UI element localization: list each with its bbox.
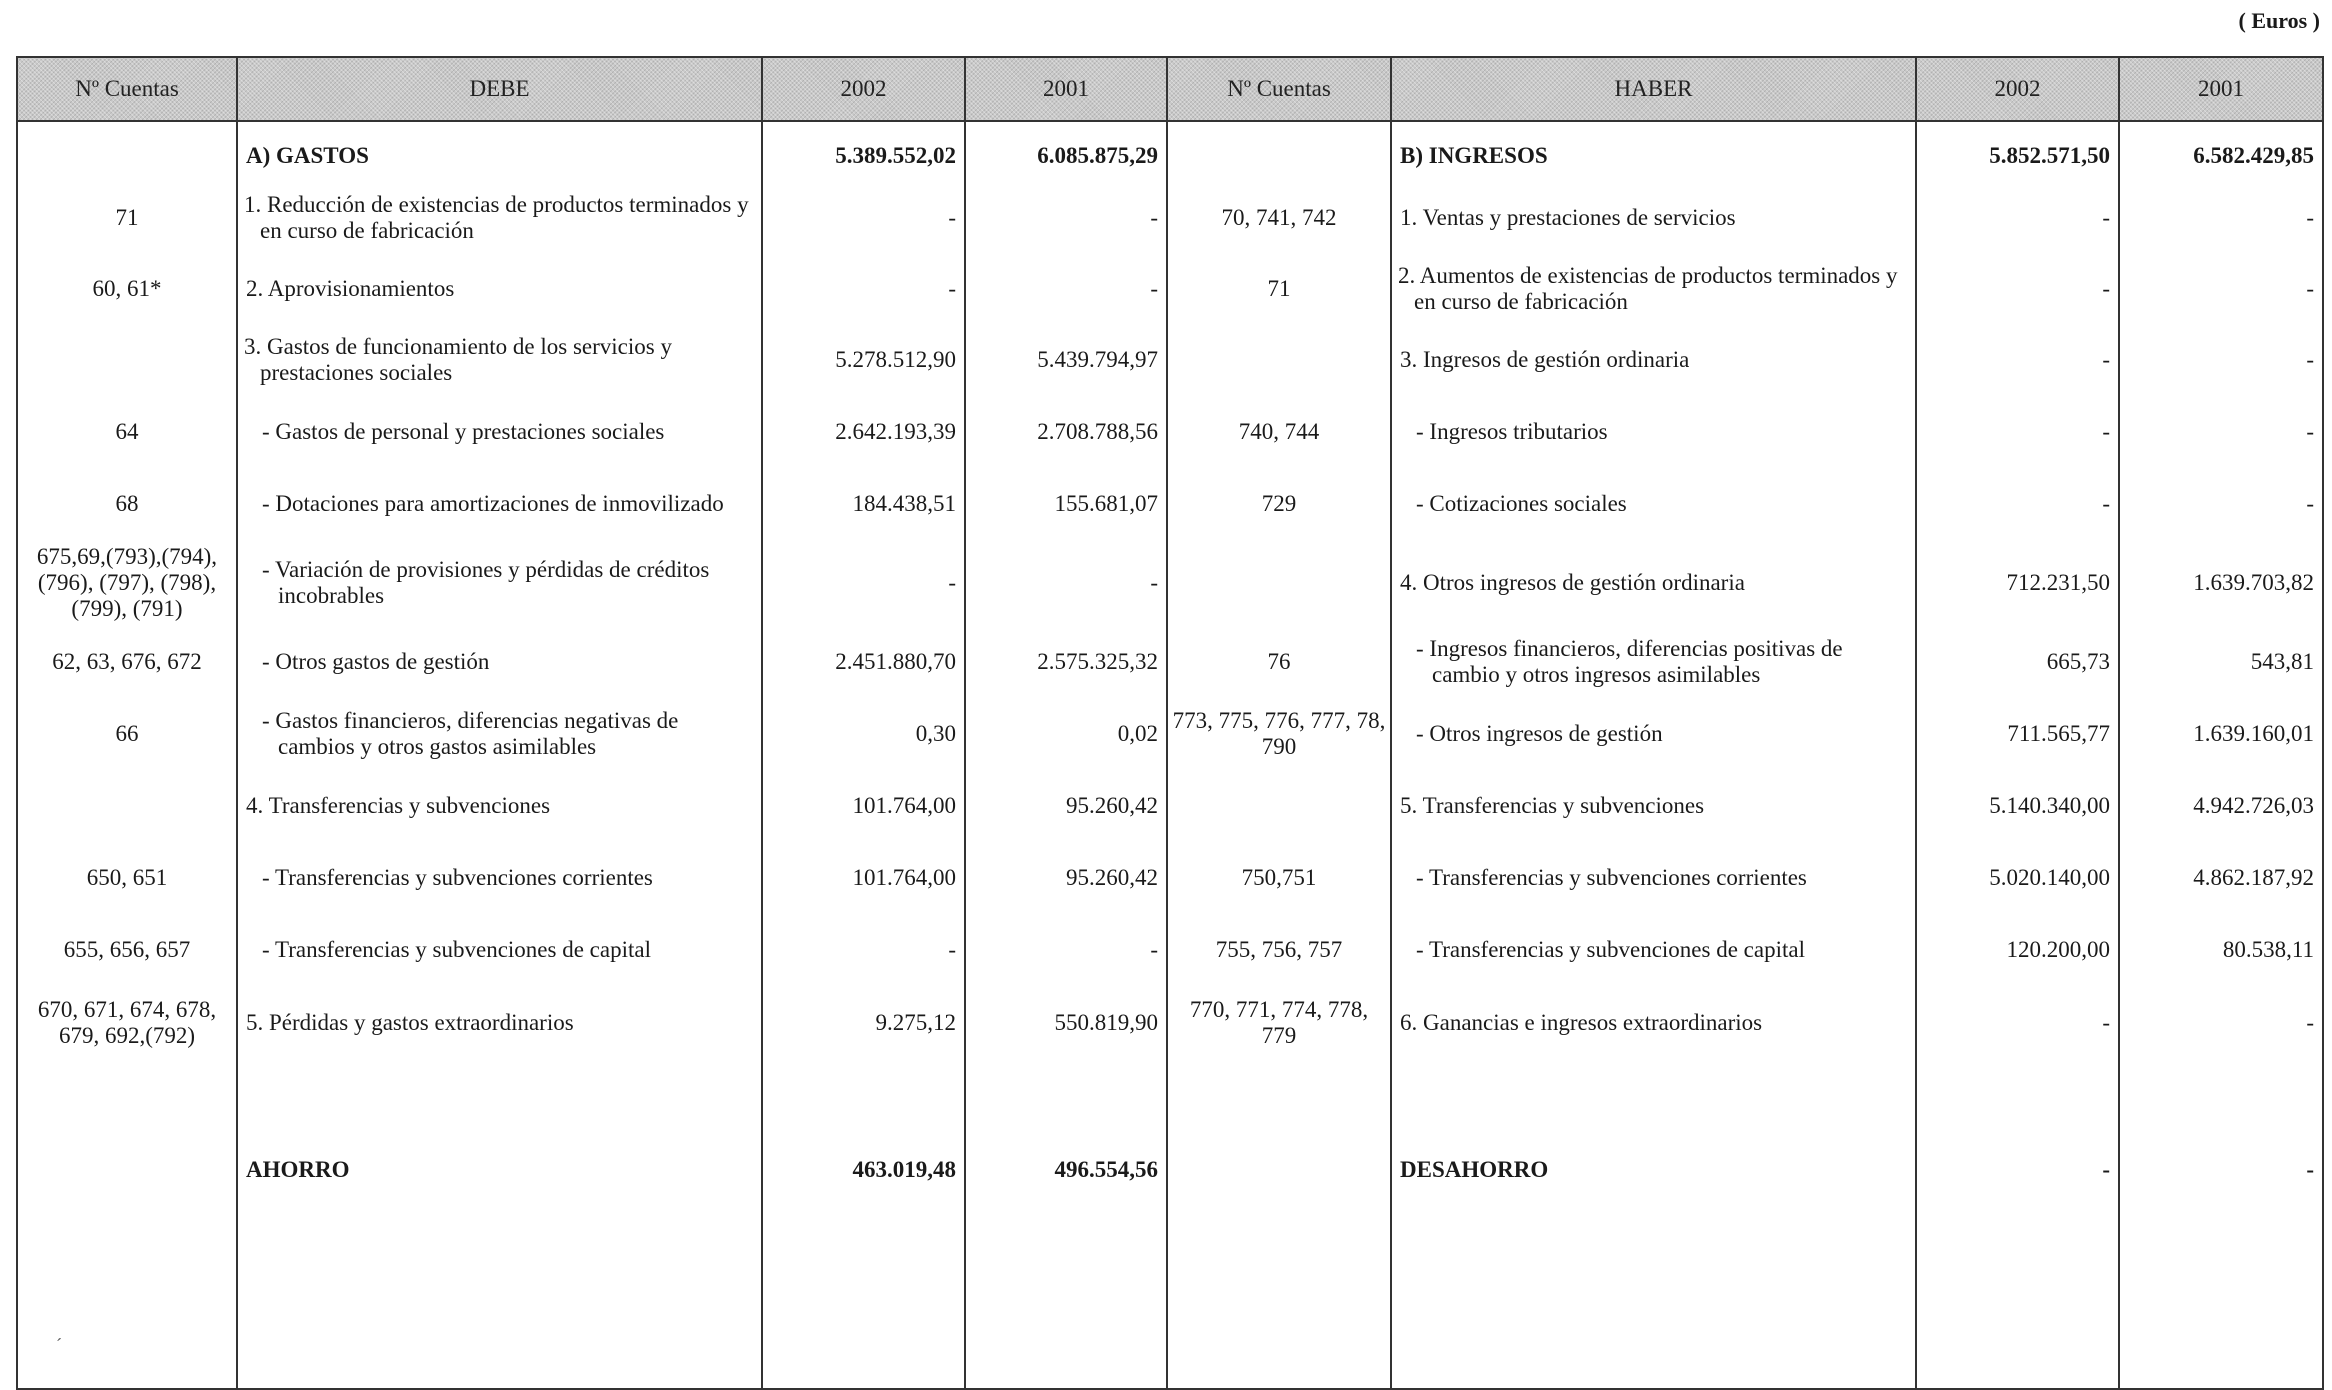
- table-row: [17, 842, 2323, 914]
- debe-concept-cell: 4. Transferencias y subvenciones: [237, 770, 762, 842]
- debe-2001-cell: 496.554,56: [965, 1060, 1167, 1280]
- header-haber-2002: 2002: [1916, 57, 2119, 121]
- debe-2001-cell: 95.260,42: [965, 770, 1167, 842]
- haber-2002-cell: 665,73: [1916, 626, 2119, 698]
- debe-account-cell: [17, 130, 237, 182]
- debe-2001-cell: 0,02: [965, 698, 1167, 770]
- haber-account-cell: 729: [1167, 468, 1391, 540]
- table-row: [17, 396, 2323, 468]
- debe-2002-cell: 463.019,48: [762, 1060, 965, 1280]
- debe-2002-cell: 101.764,00: [762, 842, 965, 914]
- haber-2002-cell: 711.565,77: [1916, 698, 2119, 770]
- debe-account-cell: 60, 61*: [17, 254, 237, 324]
- haber-account-cell: [1167, 324, 1391, 396]
- debe-concept-cell: - Transferencias y subvenciones corrientes: [237, 842, 762, 914]
- debe-account-cell: 64: [17, 396, 237, 468]
- footer-blank-cell: [762, 1280, 965, 1389]
- header-haber-2001: 2001: [2119, 57, 2323, 121]
- haber-2001-cell: -: [2119, 396, 2323, 468]
- footer-blank-cell: [2119, 1280, 2323, 1389]
- header-debe: DEBE: [237, 57, 762, 121]
- table-footer-row: [17, 1280, 2323, 1389]
- table-row-ahorro: [17, 1060, 2323, 1280]
- debe-2001-cell: -: [965, 540, 1167, 626]
- header-debe-2002: 2002: [762, 57, 965, 121]
- haber-2001-cell: 543,81: [2119, 626, 2323, 698]
- debe-account-cell: [17, 770, 237, 842]
- haber-concept-cell: 6. Ganancias e ingresos extraordinarios: [1391, 986, 1916, 1060]
- haber-concept-cell: - Transferencias y subvenciones corrientes: [1391, 842, 1916, 914]
- debe-account-cell: 650, 651: [17, 842, 237, 914]
- haber-2002-cell: 5.852.571,50: [1916, 130, 2119, 182]
- haber-account-cell: 773, 775, 776, 777, 78, 790: [1167, 698, 1391, 770]
- debe-account-cell: 655, 656, 657: [17, 914, 237, 986]
- debe-concept-cell: - Otros gastos de gestión: [237, 626, 762, 698]
- haber-2001-cell: 80.538,11: [2119, 914, 2323, 986]
- debe-2002-cell: -: [762, 540, 965, 626]
- debe-account-cell: 62, 63, 676, 672: [17, 626, 237, 698]
- header-debe-accounts: Nº Cuentas: [17, 57, 237, 121]
- haber-2001-cell: 6.582.429,85: [2119, 130, 2323, 182]
- table-row-gastos-ingresos: [17, 130, 2323, 182]
- debe-account-cell: 675,69,(793),(794), (796), (797), (798), (799), (791): [17, 540, 237, 626]
- header-debe-2001: 2001: [965, 57, 1167, 121]
- haber-concept-cell: - Ingresos financieros, diferencias positivas de cambio y otros ingresos asimilables: [1391, 626, 1916, 698]
- debe-concept-cell: 3. Gastos de funcionamiento de los servicios y prestaciones sociales: [237, 324, 762, 396]
- haber-concept-cell: B) INGRESOS: [1391, 130, 1916, 182]
- haber-2002-cell: -: [1916, 986, 2119, 1060]
- debe-2001-cell: 6.085.875,29: [965, 130, 1167, 182]
- haber-2002-cell: -: [1916, 396, 2119, 468]
- haber-concept-cell: 1. Ventas y prestaciones de servicios: [1391, 182, 1916, 254]
- haber-2002-cell: 5.140.340,00: [1916, 770, 2119, 842]
- debe-concept-cell: 1. Reducción de existencias de productos terminados y en curso de fabricación: [237, 182, 762, 254]
- debe-concept-cell: - Dotaciones para amortizaciones de inmovilizado: [237, 468, 762, 540]
- table-row: [17, 254, 2323, 324]
- debe-2002-cell: 9.275,12: [762, 986, 965, 1060]
- currency-unit-label: ( Euros ): [2238, 8, 2320, 33]
- haber-2001-cell: 1.639.160,01: [2119, 698, 2323, 770]
- haber-2002-cell: 120.200,00: [1916, 914, 2119, 986]
- haber-account-cell: 770, 771, 774, 778, 779: [1167, 986, 1391, 1060]
- footer-blank-cell: [17, 1280, 237, 1389]
- table-row: [17, 468, 2323, 540]
- haber-account-cell: 76: [1167, 626, 1391, 698]
- haber-2002-cell: 712.231,50: [1916, 540, 2119, 626]
- income-statement-table: [16, 56, 2324, 1390]
- haber-concept-cell: 2. Aumentos de existencias de productos terminados y en curso de fabricación: [1391, 254, 1916, 324]
- haber-2001-cell: -: [2119, 254, 2323, 324]
- haber-2001-cell: -: [2119, 182, 2323, 254]
- haber-concept-cell: - Cotizaciones sociales: [1391, 468, 1916, 540]
- haber-concept-cell: DESAHORRO: [1391, 1060, 1916, 1280]
- haber-2001-cell: 1.639.703,82: [2119, 540, 2323, 626]
- haber-account-cell: [1167, 540, 1391, 626]
- haber-2001-cell: -: [2119, 468, 2323, 540]
- footer-blank-cell: [1916, 1280, 2119, 1389]
- haber-concept-cell: - Transferencias y subvenciones de capital: [1391, 914, 1916, 986]
- debe-concept-cell: 5. Pérdidas y gastos extraordinarios: [237, 986, 762, 1060]
- debe-2001-cell: 2.708.788,56: [965, 396, 1167, 468]
- table-row: [17, 324, 2323, 396]
- table-row: [17, 698, 2323, 770]
- debe-account-cell: 68: [17, 468, 237, 540]
- debe-2002-cell: 5.278.512,90: [762, 324, 965, 396]
- footer-blank-cell: [1391, 1280, 1916, 1389]
- footer-blank-cell: [237, 1280, 762, 1389]
- debe-concept-cell: AHORRO: [237, 1060, 762, 1280]
- debe-account-cell: [17, 1060, 237, 1280]
- debe-2001-cell: 155.681,07: [965, 468, 1167, 540]
- debe-2002-cell: 5.389.552,02: [762, 130, 965, 182]
- haber-2001-cell: 4.942.726,03: [2119, 770, 2323, 842]
- scan-mark: ´: [56, 1335, 62, 1355]
- header-haber-accounts: Nº Cuentas: [1167, 57, 1391, 121]
- debe-concept-cell: - Variación de provisiones y pérdidas de créditos incobrables: [237, 540, 762, 626]
- debe-2001-cell: 2.575.325,32: [965, 626, 1167, 698]
- haber-concept-cell: 5. Transferencias y subvenciones: [1391, 770, 1916, 842]
- debe-2002-cell: 2.451.880,70: [762, 626, 965, 698]
- debe-2002-cell: 101.764,00: [762, 770, 965, 842]
- debe-account-cell: 66: [17, 698, 237, 770]
- debe-concept-cell: A) GASTOS: [237, 130, 762, 182]
- haber-2001-cell: 4.862.187,92: [2119, 842, 2323, 914]
- haber-2001-cell: -: [2119, 324, 2323, 396]
- haber-account-cell: 740, 744: [1167, 396, 1391, 468]
- debe-2002-cell: -: [762, 182, 965, 254]
- haber-account-cell: 755, 756, 757: [1167, 914, 1391, 986]
- debe-2001-cell: -: [965, 254, 1167, 324]
- debe-concept-cell: - Transferencias y subvenciones de capital: [237, 914, 762, 986]
- debe-concept-cell: - Gastos financieros, diferencias negativas de cambios y otros gastos asimilables: [237, 698, 762, 770]
- debe-2002-cell: -: [762, 914, 965, 986]
- haber-2002-cell: -: [1916, 254, 2119, 324]
- haber-2001-cell: -: [2119, 1060, 2323, 1280]
- table-row: [17, 182, 2323, 254]
- debe-2001-cell: 5.439.794,97: [965, 324, 1167, 396]
- debe-2002-cell: 184.438,51: [762, 468, 965, 540]
- haber-account-cell: [1167, 130, 1391, 182]
- table-header-row: [17, 57, 2323, 121]
- debe-account-cell: 71: [17, 182, 237, 254]
- haber-2002-cell: 5.020.140,00: [1916, 842, 2119, 914]
- debe-2001-cell: -: [965, 914, 1167, 986]
- haber-account-cell: 70, 741, 742: [1167, 182, 1391, 254]
- haber-2002-cell: -: [1916, 1060, 2119, 1280]
- debe-account-cell: [17, 324, 237, 396]
- debe-2002-cell: 0,30: [762, 698, 965, 770]
- footer-blank-cell: [965, 1280, 1167, 1389]
- haber-account-cell: [1167, 770, 1391, 842]
- debe-2001-cell: -: [965, 182, 1167, 254]
- haber-account-cell: 750,751: [1167, 842, 1391, 914]
- haber-2002-cell: -: [1916, 468, 2119, 540]
- header-spacer-row: [17, 121, 2323, 130]
- haber-2001-cell: -: [2119, 986, 2323, 1060]
- haber-2002-cell: -: [1916, 182, 2119, 254]
- table-row: [17, 770, 2323, 842]
- table-row: [17, 986, 2323, 1060]
- haber-account-cell: [1167, 1060, 1391, 1280]
- debe-2002-cell: -: [762, 254, 965, 324]
- debe-2001-cell: 550.819,90: [965, 986, 1167, 1060]
- debe-2001-cell: 95.260,42: [965, 842, 1167, 914]
- debe-account-cell: 670, 671, 674, 678, 679, 692,(792): [17, 986, 237, 1060]
- table-row: [17, 626, 2323, 698]
- debe-2002-cell: 2.642.193,39: [762, 396, 965, 468]
- debe-concept-cell: - Gastos de personal y prestaciones sociales: [237, 396, 762, 468]
- header-haber: HABER: [1391, 57, 1916, 121]
- haber-concept-cell: 4. Otros ingresos de gestión ordinaria: [1391, 540, 1916, 626]
- footer-blank-cell: [1167, 1280, 1391, 1389]
- haber-concept-cell: - Ingresos tributarios: [1391, 396, 1916, 468]
- haber-concept-cell: - Otros ingresos de gestión: [1391, 698, 1916, 770]
- debe-concept-cell: 2. Aprovisionamientos: [237, 254, 762, 324]
- haber-concept-cell: 3. Ingresos de gestión ordinaria: [1391, 324, 1916, 396]
- haber-2002-cell: -: [1916, 324, 2119, 396]
- haber-account-cell: 71: [1167, 254, 1391, 324]
- table-row: [17, 914, 2323, 986]
- table-row: [17, 540, 2323, 626]
